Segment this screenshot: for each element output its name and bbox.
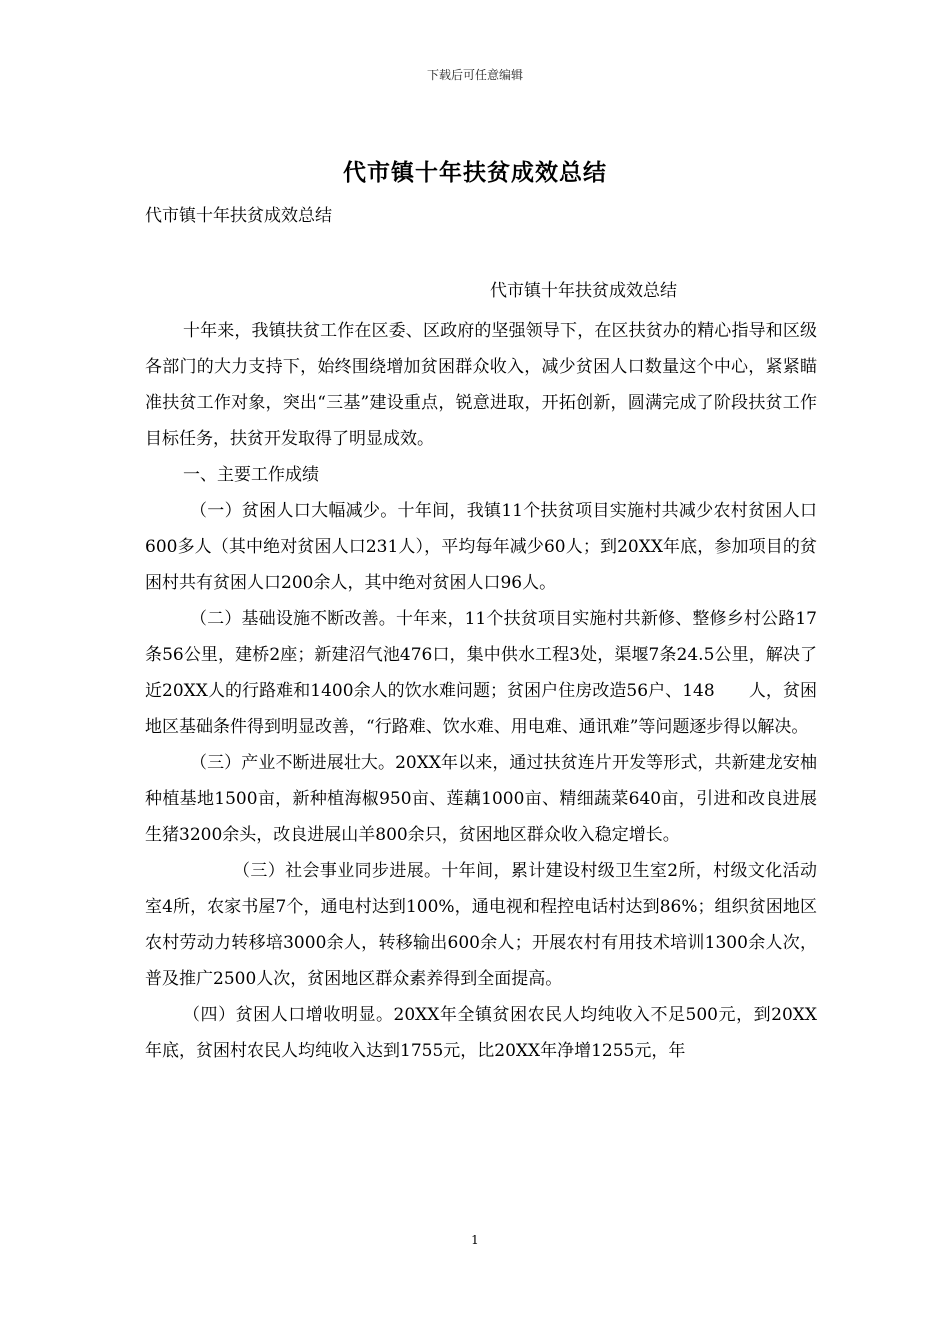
paragraph-social-affairs: （三）社会事业同步进展。十年间，累计建设村级卫生室2所，村级文化活动室4所，农家书屋7个，通电村达到100%，通电视和程控电话村达到86%；组织贫困地区农村劳动力转移培3000余人，转移输出600余人；开展农村有用技术培训1300余人次，普及推广2500人次，贫困地区群众素养得到全面提高。 [145, 861, 817, 989]
header-note: 下载后可任意编辑 [426, 68, 523, 82]
paragraph-industry: （三）产业不断进展壮大。20XX年以来，通过扶贫连片开发等形式，共新建龙安柚种植基地1500亩，新种植海椒950亩、莲藕1000亩、精细蔬菜640亩，引进和改良进展生猪3200余头，改良进展山羊800余只，贫困地区群众收入稳定增长。 [145, 753, 817, 845]
document-body [145, 313, 817, 1069]
section-heading-main-achievements: 一、主要工作成绩 [183, 465, 319, 485]
paragraph-infrastructure: （二）基础设施不断改善。十年来，11个扶贫项目实施村共新修、整修乡村公路17条56公里，建桥2座；新建沼气池476口，集中供水工程3处，渠堰7条24.5公里，解决了近20XX人的行路难和1400余人的饮水难问题；贫困户住房改造56户、148 人，贫困地区基础条件得到明显改善，“行路难、饮水难、用电难、通讯难”等问题逐步得以解决。 [145, 609, 817, 737]
paragraph-intro: 十年来，我镇扶贫工作在区委、区政府的坚强领导下，在区扶贫办的精心指导和区级各部门的大力支持下，始终围绕增加贫困群众收入，减少贫困人口数量这个中心，紧紧瞄准扶贫工作对象，突出“三基”建设重点，锐意进取，开拓创新，圆满完成了阶段扶贫工作目标任务，扶贫开发取得了明显成效。 [145, 321, 817, 449]
document-title: 代市镇十年扶贫成效总结 [343, 159, 607, 186]
paragraph-poverty-reduction: （一）贫困人口大幅减少。十年间，我镇11个扶贫项目实施村共减少农村贫困人口600多人（其中绝对贫困人口231人），平均每年减少60人；到20XX年底，参加项目的贫困村共有贫困人口200余人，其中绝对贫困人口96人。 [145, 501, 817, 593]
subtitle-left: 代市镇十年扶贫成效总结 [145, 206, 332, 226]
subtitle-center: 代市镇十年扶贫成效总结 [490, 281, 677, 301]
page-number: 1 [471, 1233, 479, 1247]
paragraph-income-growth: （四）贫困人口增收明显。20XX年全镇贫困农民人均纯收入不足500元，到20XX年底，贫困村农民人均纯收入达到1755元，比20XX年净增1255元，年 [145, 1005, 817, 1061]
